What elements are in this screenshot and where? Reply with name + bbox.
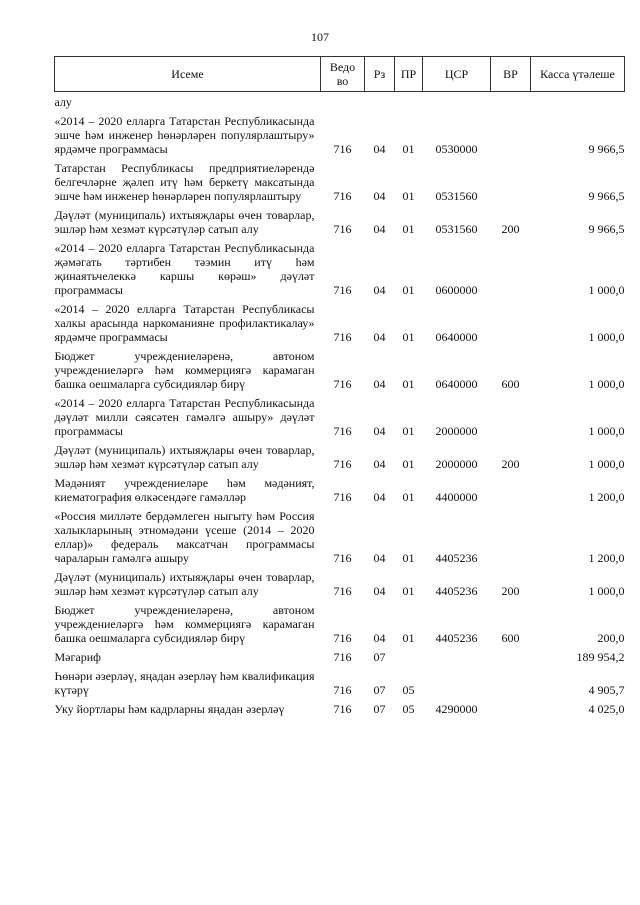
row-csr: 4405236 <box>435 584 478 598</box>
row-name: Дәүләт (муниципаль) ихтыяҗлары өчен товарлар, эшләр һәм хезмәт күрсәтүләр сатып алу <box>54 208 315 236</box>
table-row <box>55 158 625 205</box>
budget-table <box>54 56 625 718</box>
table-row <box>55 473 625 506</box>
row-pr: 01 <box>402 189 415 203</box>
row-pr: 05 <box>402 702 415 716</box>
row-name: Уку йортлары һәм кадрларны яңадан әзерләү <box>54 702 285 716</box>
table-row <box>55 205 625 238</box>
row-sum: 1 000,0 <box>588 377 625 391</box>
table-row <box>55 346 625 393</box>
row-vr: 600 <box>501 377 520 391</box>
row-name: «2014 – 2020 елларга Татарстан Республикасында эшче һәм инженер һөнәрләрен популярлаштыру» ярдәмче программасы <box>54 114 315 156</box>
row-csr <box>423 666 491 699</box>
row-name: Дәүләт (муниципаль) ихтыяҗлары өчен товарлар, эшләр һәм хезмәт күрсәтүләр сатып алу <box>54 570 315 598</box>
row-vr <box>491 158 531 205</box>
row-ved: 716 <box>333 330 352 344</box>
row-csr <box>423 92 491 112</box>
row-name: Бюджет учреждениеләренә, автоном учреждениеләргә һәм коммерциягә карамаган башка оешмаларга субсидияләр бирү <box>54 349 315 391</box>
header-name: Исеме <box>55 57 321 92</box>
row-sum: 9 966,5 <box>588 142 625 156</box>
row-rz: 04 <box>373 584 386 598</box>
row-rz: 04 <box>373 457 386 471</box>
row-pr: 01 <box>402 457 415 471</box>
page-number: 107 <box>311 30 329 44</box>
table-row <box>55 299 625 346</box>
row-sum: 1 000,0 <box>588 330 625 344</box>
table-header <box>55 57 625 92</box>
row-pr: 01 <box>402 584 415 598</box>
table-row <box>55 666 625 699</box>
row-name: «2014 – 2020 елларга Татарстан Республикасында җәмәгать тәртибен тәэмин итү һәм җинаятьчелеккә каршы көрәш» дәүләт программасы <box>54 241 315 297</box>
row-sum: 4 905,7 <box>588 683 625 697</box>
row-vr: 200 <box>501 222 520 236</box>
row-pr: 05 <box>402 683 415 697</box>
row-vr <box>491 699 531 718</box>
header-pr: ПР <box>395 57 423 92</box>
row-rz: 04 <box>373 222 386 236</box>
row-csr: 2000000 <box>435 424 478 438</box>
row-name: «2014 – 2020 елларга Татарстан Республикасы халкы арасында наркоманияне профилактикалау» ярдәмче программасы <box>54 302 315 344</box>
row-vr <box>491 647 531 666</box>
row-csr: 0640000 <box>435 330 478 344</box>
row-pr: 01 <box>402 424 415 438</box>
row-csr: 4400000 <box>435 490 478 504</box>
table-row <box>55 111 625 158</box>
row-ved: 716 <box>333 222 352 236</box>
row-rz: 07 <box>373 702 386 716</box>
row-csr: 2000000 <box>435 457 478 471</box>
row-sum: 1 200,0 <box>588 551 625 565</box>
row-ved: 716 <box>333 189 352 203</box>
row-csr: 4290000 <box>435 702 478 716</box>
row-rz: 04 <box>373 551 386 565</box>
row-csr: 0530000 <box>435 142 478 156</box>
row-sum: 9 966,5 <box>588 222 625 236</box>
table-row <box>55 238 625 299</box>
row-sum: 4 025,0 <box>588 702 625 716</box>
row-sum: 1 200,0 <box>588 490 625 504</box>
row-vr <box>491 506 531 567</box>
row-csr: 0600000 <box>435 283 478 297</box>
row-pr: 01 <box>402 222 415 236</box>
row-rz: 04 <box>373 631 386 645</box>
row-pr: 01 <box>402 377 415 391</box>
row-pr: 01 <box>402 330 415 344</box>
row-name: Татарстан Республикасы предприятиеләрендә белгечләрне җәлеп итү һәм беркетү максатында эшче һәм инженер һөнәрләрен популярлаштыру <box>54 161 315 203</box>
table-row <box>55 440 625 473</box>
table-row <box>55 699 625 718</box>
row-rz <box>365 92 395 112</box>
header-sum: Касса үтәлеше <box>531 57 625 92</box>
header-rz: Рз <box>365 57 395 92</box>
table-row <box>55 92 625 112</box>
row-csr: 0531560 <box>435 222 478 236</box>
row-ved <box>321 92 365 112</box>
row-name: Дәүләт (муниципаль) ихтыяҗлары өчен товарлар, эшләр һәм хезмәт күрсәтүләр сатып алу <box>54 443 315 471</box>
header-vr: ВР <box>491 57 531 92</box>
row-csr: 4405236 <box>435 551 478 565</box>
row-vr <box>491 238 531 299</box>
row-vr: 200 <box>501 457 520 471</box>
row-ved: 716 <box>333 683 352 697</box>
table-row <box>55 506 625 567</box>
row-pr <box>395 647 423 666</box>
row-ved: 716 <box>333 142 352 156</box>
header-ved: Ведо во <box>321 57 365 92</box>
row-sum: 1 000,0 <box>588 424 625 438</box>
row-vr <box>491 111 531 158</box>
row-ved: 716 <box>333 551 352 565</box>
row-ved: 716 <box>333 650 352 664</box>
row-ved: 716 <box>333 631 352 645</box>
header-csr: ЦСР <box>423 57 491 92</box>
row-vr <box>491 299 531 346</box>
row-rz: 07 <box>373 650 386 664</box>
row-csr: 0640000 <box>435 377 478 391</box>
row-rz: 04 <box>373 283 386 297</box>
row-rz: 04 <box>373 377 386 391</box>
row-vr <box>491 92 531 112</box>
row-pr: 01 <box>402 631 415 645</box>
row-csr: 4405236 <box>435 631 478 645</box>
row-vr <box>491 473 531 506</box>
row-ved: 716 <box>333 702 352 716</box>
row-sum: 1 000,0 <box>588 584 625 598</box>
row-name: Бюджет учреждениеләренә, автоном учреждениеләргә һәм коммерциягә карамаган башка оешмаларга субсидияләр бирү <box>54 603 315 645</box>
row-sum <box>531 92 625 112</box>
table-body <box>55 92 625 719</box>
row-ved: 716 <box>333 377 352 391</box>
row-csr: 0531560 <box>435 189 478 203</box>
row-sum: 1 000,0 <box>588 283 625 297</box>
row-name: алу <box>54 95 72 109</box>
row-name: Мәгариф <box>54 650 101 664</box>
row-pr <box>395 92 423 112</box>
row-vr: 200 <box>501 584 520 598</box>
table-row <box>55 647 625 666</box>
table-row <box>55 393 625 440</box>
table-row <box>55 567 625 600</box>
row-name: «2014 – 2020 елларга Татарстан Республикасында дәүләт милли сәясәтен гамәлгә ашыру» дәүләт программасы <box>54 396 315 438</box>
row-pr: 01 <box>402 142 415 156</box>
row-name: «Россия милләте бердәмлеген ныгыту һәм Россия халыкларының этномәдәни үсеше (2014 – 2020 еллар)» федераль максатчан программасы чараларын гамәлгә ашыру <box>54 509 315 565</box>
table-row <box>55 600 625 647</box>
row-ved: 716 <box>333 424 352 438</box>
row-name: Һөнәри әзерләү, яңадан әзерләү һәм квалификация күтәрү <box>54 669 315 697</box>
row-vr <box>491 393 531 440</box>
row-rz: 04 <box>373 424 386 438</box>
row-ved: 716 <box>333 283 352 297</box>
row-csr <box>423 647 491 666</box>
row-vr: 600 <box>501 631 520 645</box>
row-name: Мәдәният учреждениеләре һәм мәдәният, киематография өлкәсендәге гамәлләр <box>54 476 315 504</box>
row-rz: 04 <box>373 189 386 203</box>
row-sum: 200,0 <box>597 631 625 645</box>
row-rz: 04 <box>373 330 386 344</box>
row-ved: 716 <box>333 457 352 471</box>
row-ved: 716 <box>333 584 352 598</box>
row-pr: 01 <box>402 283 415 297</box>
row-sum: 1 000,0 <box>588 457 625 471</box>
row-vr <box>491 666 531 699</box>
row-rz: 04 <box>373 490 386 504</box>
row-pr: 01 <box>402 490 415 504</box>
row-rz: 07 <box>373 683 386 697</box>
row-ved: 716 <box>333 490 352 504</box>
row-pr: 01 <box>402 551 415 565</box>
row-rz: 04 <box>373 142 386 156</box>
row-sum: 9 966,5 <box>588 189 625 203</box>
row-sum: 189 954,2 <box>576 650 625 664</box>
